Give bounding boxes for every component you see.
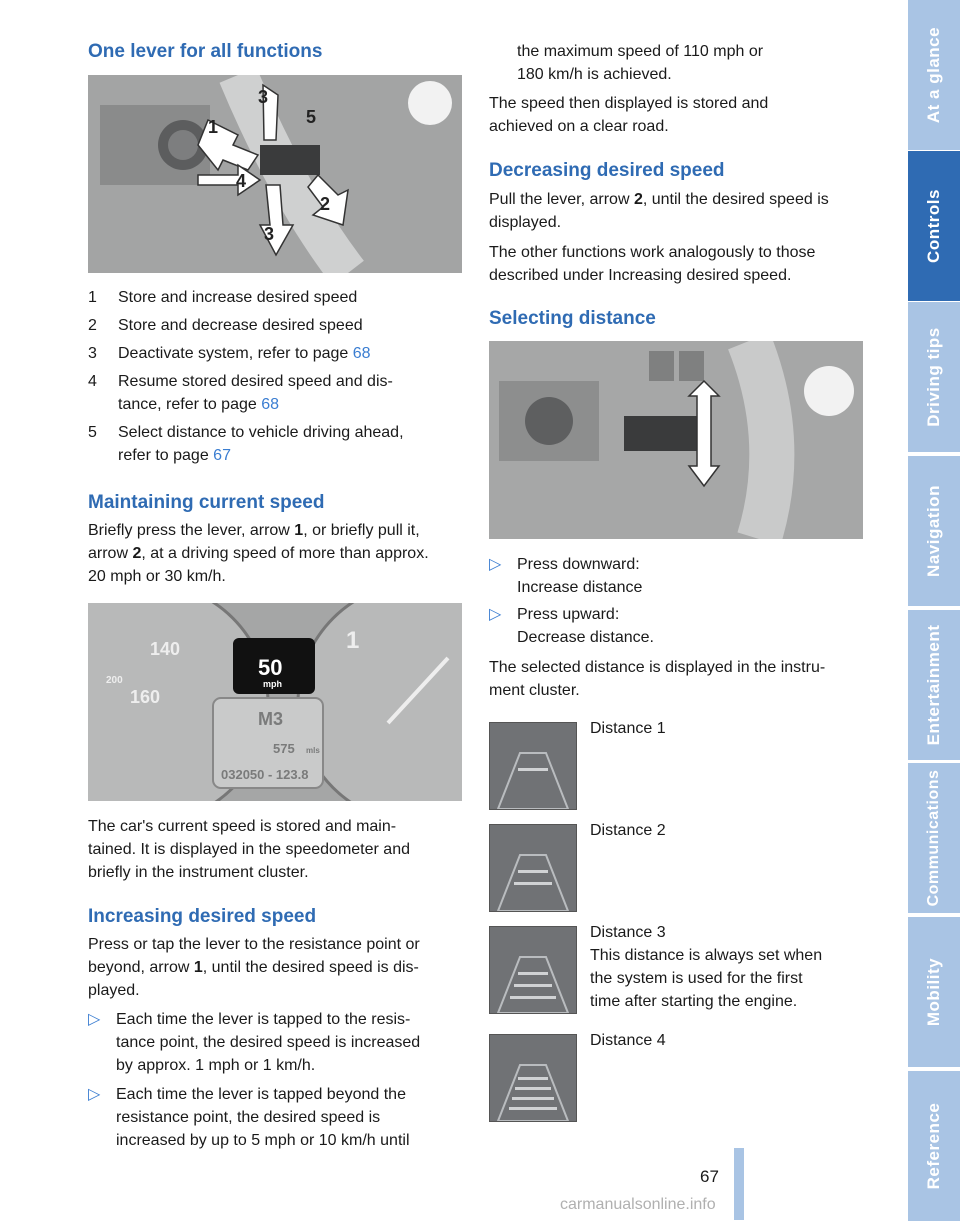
tab-mobility[interactable]: Mobility — [908, 917, 960, 1067]
distance-1-graphic — [489, 722, 577, 810]
heading-selecting-distance: Selecting distance — [489, 308, 656, 329]
page-ref-link[interactable]: 68 — [352, 345, 371, 362]
tab-reference[interactable]: Reference — [908, 1071, 960, 1221]
distance-4-graphic — [489, 1034, 577, 1122]
decreasing-paragraph: Pull the lever, arrow 2, until the desired speed is displayed. — [489, 191, 829, 231]
cluster-distance-paragraph: The selected distance is displayed in the instru- ment cluster. — [489, 659, 826, 699]
manual-page: At a glance Controls Driving tips Navigation Entertainment Communications Mobility Reference One lever for all functions 1 2 3 4 5 3 1 Store and increase desired speed 2 Store and decrease desired speed 3 Deactivate system, refer to page 68 4 Resume stored desired speed and dis- tance, refer to page 68 5 Select distance to vehicle driving ahead, refer to page 67 Maintaining current speed Briefly press the lever, arrow 1, or briefly pull it, arrow 2, at a driving speed of more than approx. 20 mph or 30 km/h. 140 160 200 1 50 mph M3 575 mls 032050 - 123.8 The car's current speed is stored and main- tained. It is displayed in the speedometer and briefly in the instrument cluster. Increasing desired speed Press or tap the lever to the resistance point or beyond, arrow 1, until the desired speed is dis- played. ▷ Each time the lever is tapped to the resis- tance point, the desired speed is increased by approx. 1 mph or 1 km/h. ▷ Each time the lever is tapped beyond the resistance point, the desired speed is increased by up to 5 mph or 10 km/h until the maximum speed of 110 mph or 180 km/h is achieved. The speed then displayed is stored and achieved on a clear road. Decreasing desired speed Pull the lever, arrow 2, until the desired speed is displayed. The other functions work analogously to those described under Increasing desired speed. Selecting distance ▷ Press downward: Increase distance ▷ Press upward: Decrease distance. The selected distance is displayed in the instru- ment cluster. Distance 1 Distance 2 Distance 3 This distance is always set when the system is used for the first time after starting the engine. Distance 4 67 carmanualsonline.info — [0, 0, 960, 1220]
heading-maintaining-speed: Maintaining current speed — [88, 492, 325, 513]
distance-2-graphic — [489, 824, 577, 912]
instrument-cluster-photo — [88, 603, 462, 801]
tab-entertainment[interactable]: Entertainment — [908, 610, 960, 760]
page-number: 67 — [700, 1167, 719, 1186]
svg-text:mls: mls — [306, 746, 320, 755]
maintaining-paragraph: Briefly press the lever, arrow 1, or briefly pull it, arrow 2, at a driving speed of more than approx. 20 mph or 30 km/h. — [88, 522, 429, 585]
arrow-label-5: 5 — [306, 107, 317, 127]
lever-photo — [88, 75, 462, 273]
tab-at-a-glance[interactable]: At a glance — [908, 0, 960, 150]
heading-one-lever: One lever for all functions — [88, 41, 323, 62]
tab-driving-tips[interactable]: Driving tips — [908, 302, 960, 452]
arrow-label-2: 2 — [320, 194, 331, 214]
max-speed-continuation: the maximum speed of 110 mph or 180 km/h is achieved. — [517, 43, 764, 83]
section-sidebar — [908, 0, 960, 1220]
svg-text:200: 200 — [106, 675, 123, 686]
page-number-bar — [734, 1148, 744, 1220]
distance-1-label: Distance 1 — [590, 720, 666, 737]
svg-text:160: 160 — [130, 687, 161, 707]
distance-3-label: Distance 3 — [590, 924, 666, 941]
arrow-label-3-top: 3 — [258, 87, 269, 107]
increasing-paragraph: Press or tap the lever to the resistance point or beyond, arrow 1, until the desired speed is dis- played. — [88, 936, 420, 999]
stored-speed-paragraph: The speed then displayed is stored and achieved on a clear road. — [489, 95, 769, 135]
page-ref-link[interactable]: 67 — [213, 447, 231, 464]
footer-watermark: carmanualsonline.info — [560, 1196, 716, 1213]
heading-increasing-speed: Increasing desired speed — [88, 906, 317, 927]
current-speed-paragraph: The car's current speed is stored and main- tained. It is displayed in the speedometer and briefly in the instrument cluster. — [88, 818, 410, 881]
svg-text:mph: mph — [263, 679, 282, 689]
distance-lever-photo — [489, 341, 863, 539]
page-ref-link[interactable]: 68 — [261, 396, 279, 413]
analogous-paragraph: The other functions work analogously to those described under Increasing desired speed. — [489, 244, 816, 284]
svg-text:M3: M3 — [258, 709, 284, 729]
tab-communications[interactable]: Communications — [908, 763, 960, 913]
svg-text:140: 140 — [150, 639, 181, 659]
tab-navigation[interactable]: Navigation — [908, 456, 960, 606]
tab-controls[interactable]: Controls — [908, 151, 960, 301]
arrow-label-4: 4 — [236, 171, 247, 191]
heading-decreasing-speed: Decreasing desired speed — [489, 160, 725, 181]
distance-2-label: Distance 2 — [590, 822, 666, 839]
svg-text:575: 575 — [273, 741, 295, 756]
svg-text:032050 - 123.8: 032050 - 123.8 — [221, 767, 309, 782]
arrow-label-1: 1 — [208, 117, 219, 137]
arrow-label-3-bottom: 3 — [264, 224, 275, 244]
cluster-set-speed: 50 — [258, 655, 283, 680]
distance-4-label: Distance 4 — [590, 1032, 666, 1049]
distance-3-note: This distance is always set when the system is used for the first time after starting the engine. — [590, 947, 823, 1010]
lever-illustration — [88, 75, 462, 273]
svg-text:1: 1 — [346, 627, 360, 654]
distance-3-graphic — [489, 926, 577, 1014]
